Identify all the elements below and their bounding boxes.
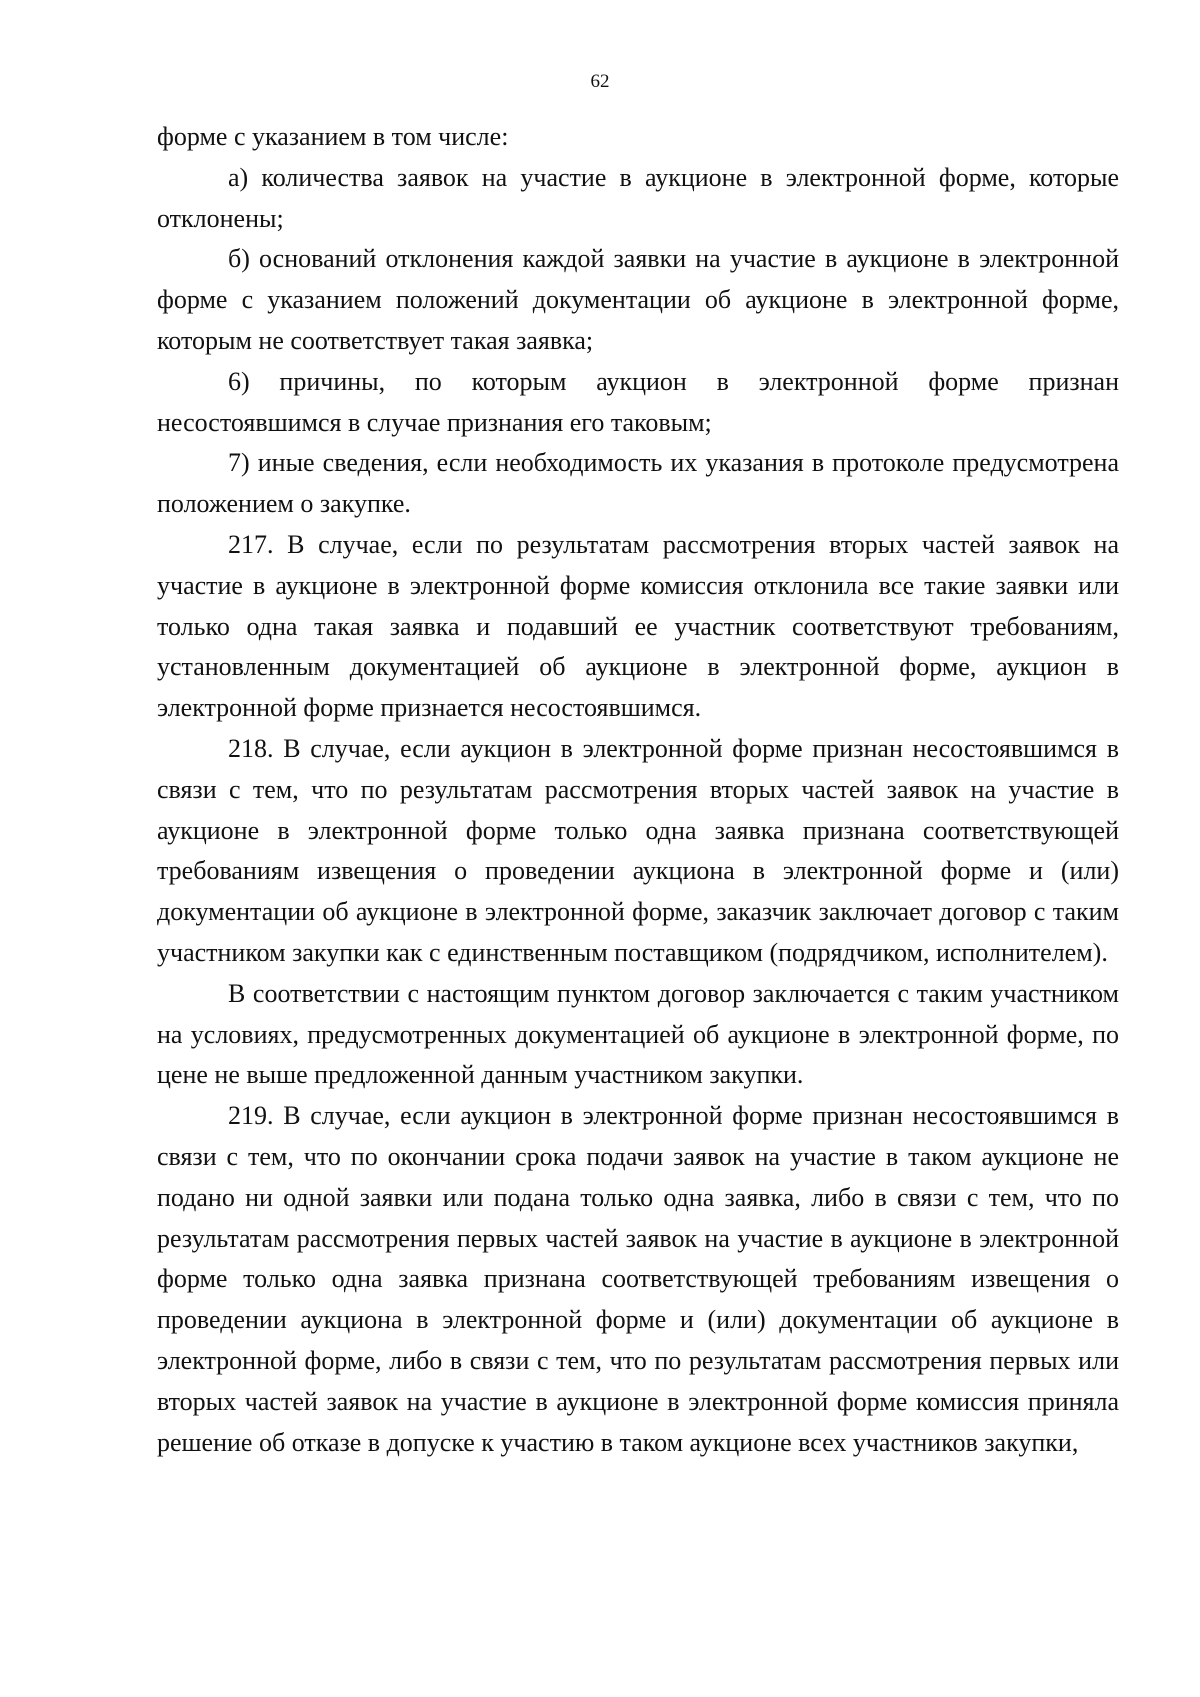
paragraph-continuation: форме с указанием в том числе: (157, 122, 509, 151)
list-item-7: 7) иные сведения, если необходимость их указания в протоколе предусмотрена положением о закупке. (157, 448, 1119, 519)
list-item-b: б) оснований отклонения каждой заявки на участие в аукционе в электронной форме с указанием положений документации об аукционе в электронной форме, которым не соответствует такая заявка; (157, 244, 1119, 355)
list-item-6: 6) причины, по которым аукцион в электронной форме признан несостоявшимся в случае признания его таковым; (157, 366, 1119, 437)
clause-219: 219. В случае, если аукцион в электронной форме признан несостоявшимся в связи с тем, что по окончании срока подачи заявок на участие в таком аукционе не подано ни одной заявки или подана только одна заявка, либо в связи с тем, что по результатам рассмотрения первых частей заявок на участие в аукционе в электронной форме только одна заявка признана соответствующей требованиям извещения о проведении аукциона в электронной форме и (или) документации об аукционе в электронной форме, либо в связи с тем, что по результатам рассмотрения первых или вторых частей заявок на участие в аукционе в электронной форме комиссия приняла решение об отказе в допуске к участию в таком аукционе всех участников закупки, (157, 1101, 1119, 1457)
clause-217: 217. В случае, если по результатам рассмотрения вторых частей заявок на участие в аукционе в электронной форме комиссия отклонила все такие заявки или только одна такая заявка и подавший ее участник соответствуют требованиям, установленным документацией об аукционе в электронной форме, аукцион в электронной форме признается несостоявшимся. (157, 529, 1119, 723)
clause-218: 218. В случае, если аукцион в электронной форме признан несостоявшимся в связи с тем, что по результатам рассмотрения вторых частей заявок на участие в аукционе в электронной форме только одна заявка признана соответствующей требованиям извещения о проведении аукциона в электронной форме и (или) документации об аукционе в электронной форме, заказчик заключает договор с таким участником закупки как с единственным поставщиком (подрядчиком, исполнителем). (157, 733, 1119, 967)
list-item-a: а) количества заявок на участие в аукционе в электронной форме, которые отклонены; (157, 162, 1119, 233)
page-number: 62 (590, 71, 610, 92)
clause-218-note: В соответствии с настоящим пунктом договор заключается с таким участником на условиях, предусмотренных документацией об аукционе в электронной форме, по цене не выше предложенной данным участником закупки. (157, 978, 1119, 1090)
document-body (157, 117, 1119, 1463)
